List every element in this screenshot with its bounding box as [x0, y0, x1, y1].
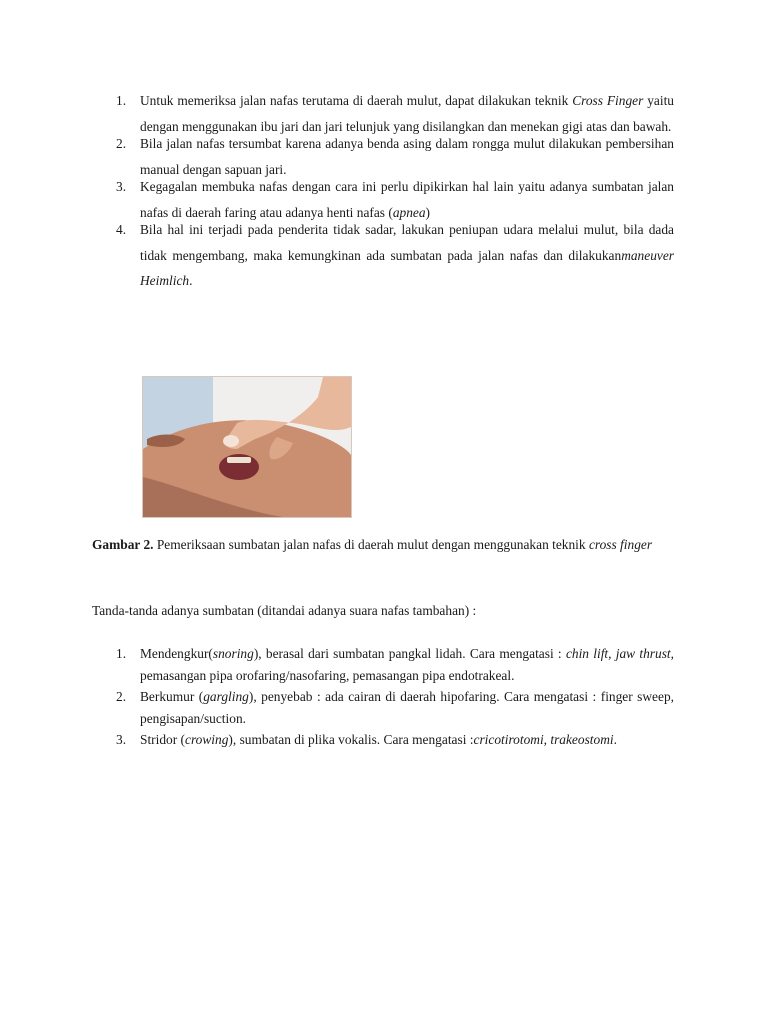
list-item: 2. Berkumur (gargling), penyebab : ada cairan di daerah hipofaring. Cara mengatasi : finger sweep, pengisapan/suction. [116, 689, 674, 726]
list-item: 3. Stridor (crowing), sumbatan di plika vokalis. Cara mengatasi :cricotirotomi, trakeostomi. [116, 732, 617, 747]
list-item: 2. Bila jalan nafas tersumbat karena adanya benda asing dalam rongga mulut dilakukan pembersihan manual dengan sapuan jari. [116, 136, 674, 177]
numbered-list-obstruction-signs [92, 643, 674, 751]
figure-caption: Gambar 2. Pemeriksaan sumbatan jalan nafas di daerah mulut dengan menggunakan teknik cross finger [92, 537, 653, 552]
list-item: 4. Bila hal ini terjadi pada penderita tidak sadar, lakukan peniupan udara melalui mulut, bila dada tidak mengembang, maka kemungkinan ada sumbatan pada jalan nafas dan dilakukanmaneuver Heimlich. [116, 222, 674, 288]
list-item: 3. Kegagalan membuka nafas dengan cara ini perlu dipikirkan hal lain yaitu adanya sumbatan jalan nafas di daerah faring atau adanya henti nafas (apnea) [116, 179, 674, 220]
cross-finger-illustration [143, 377, 351, 517]
list-item: 1. Untuk memeriksa jalan nafas terutama di daerah mulut, dapat dilakukan teknik Cross Finger yaitu dengan menggunakan ibu jari dan jari telunjuk yang disilangkan dan menekan gigi atas dan bawah. [116, 93, 674, 134]
fingernail-shape [223, 435, 239, 447]
cross-finger-photo [142, 376, 352, 518]
obstruction-signs-intro: Tanda-tanda adanya sumbatan (ditandai adanya suara nafas tambahan) : [92, 603, 477, 618]
teeth-shape [227, 457, 251, 463]
numbered-list-airway [92, 88, 674, 294]
list-item: 1. Mendengkur(snoring), berasal dari sumbatan pangkal lidah. Cara mengatasi : chin lift, jaw thrust, pemasangan pipa orofaring/nasofaring, pemasangan pipa endotrakeal. [116, 646, 674, 683]
